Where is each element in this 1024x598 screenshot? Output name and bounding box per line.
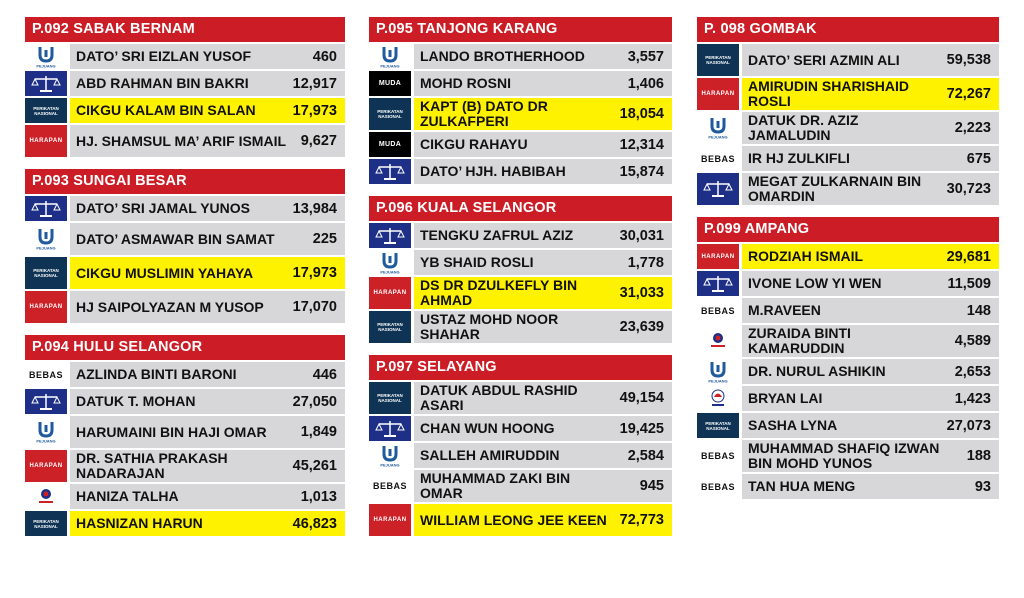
vote-count: 12,917: [292, 75, 337, 92]
seat-block-p096: [369, 196, 672, 343]
vote-count: 27,073: [946, 417, 991, 434]
candidate-name: DS DR DZULKEFLY BIN AHMAD: [420, 277, 578, 308]
candidate-cell: [742, 112, 999, 144]
pejuang-icon: [369, 443, 411, 468]
pejuang-icon: [25, 44, 67, 69]
pn-logo-text: PERIKATAN NASIONAL: [377, 322, 403, 332]
candidate-name: DATO’ SRI JAMAL YUNOS: [76, 200, 250, 216]
candidate-name: IVONE LOW YI WEN: [748, 275, 882, 291]
candidate-name: CIKGU KALAM BIN SALAN: [76, 102, 256, 118]
perikatan-nasional-logo: [369, 311, 411, 343]
bebas-logo-text: BEBAS: [700, 305, 735, 316]
column-2: [369, 17, 672, 548]
candidate-row: [25, 360, 345, 387]
winner-cell: [70, 257, 345, 289]
vote-count: 1,406: [627, 75, 664, 92]
candidate-name: MUHAMMAD ZAKI BIN OMAR: [420, 470, 571, 501]
candidate-name: USTAZ MOHD NOOR SHAHAR: [420, 311, 559, 342]
candidate-name: MEGAT ZULKARNAIN BIN OMARDIN: [748, 173, 922, 204]
candidate-cell: [70, 450, 345, 482]
candidate-row: [369, 380, 672, 414]
candidate-name: HANIZA TALHA: [76, 488, 179, 504]
candidate-cell: [742, 173, 999, 205]
candidate-row: [369, 248, 672, 275]
candidate-row: [697, 171, 999, 205]
candidate-cell: [742, 271, 999, 296]
candidate-row: [697, 76, 999, 110]
candidate-cell: [414, 416, 672, 441]
vote-count: 23,639: [619, 319, 664, 335]
bebas-label: [697, 146, 739, 171]
candidate-name: KAPT (B) DATO DR ZULKAFPERI: [420, 98, 548, 129]
candidate-name: HJ SAIPOLYAZAN M YUSOP: [76, 298, 264, 315]
candidate-cell: [70, 389, 345, 414]
perikatan-nasional-logo: [697, 44, 739, 76]
pejuang-icon: [369, 250, 411, 275]
candidate-name: TENGKU ZAFRUL AZIZ: [420, 227, 574, 243]
candidate-name: HJ. SHAMSUL MA’ ARIF ISMAIL: [76, 132, 287, 149]
bn-scales-icon: [697, 173, 739, 205]
vote-count: 72,267: [946, 86, 991, 102]
bebas-logo-text: BEBAS: [700, 481, 735, 492]
candidate-row: [25, 414, 345, 448]
perikatan-nasional-logo: [25, 98, 67, 123]
vote-count: 30,723: [946, 181, 991, 197]
candidate-cell: [414, 132, 672, 157]
candidate-row: [369, 468, 672, 502]
bn-scales-icon: [369, 416, 411, 441]
candidate-name: DR. SATHIA PRAKASH NADARAJAN: [76, 450, 228, 481]
vote-count: 1,778: [627, 254, 664, 271]
candidate-row: [25, 482, 345, 509]
candidate-cell: [742, 474, 999, 499]
candidate-cell: [70, 484, 345, 509]
perikatan-nasional-logo: [25, 511, 67, 536]
harapan-logo-text: HARAPAN: [29, 138, 63, 144]
candidate-cell: [414, 470, 672, 502]
muda-logo-text: MUDA: [378, 141, 402, 148]
harapan-logo: [697, 78, 739, 110]
candidate-row: [369, 69, 672, 96]
party-emblem-icon: [697, 386, 739, 411]
vote-count: 30,031: [619, 227, 664, 244]
harapan-logo: [369, 504, 411, 536]
candidate-cell: [742, 325, 999, 357]
perikatan-nasional-logo: [25, 257, 67, 289]
candidate-row: [697, 242, 999, 269]
candidate-name: SASHA LYNA: [748, 417, 838, 433]
pn-logo-text: PERIKATAN NASIONAL: [33, 518, 59, 529]
winner-cell: [742, 78, 999, 110]
candidate-name: IR HJ ZULKIFLI: [748, 150, 850, 166]
candidate-name: TAN HUA MENG: [748, 478, 856, 494]
seat-block-p098: [697, 17, 999, 205]
bebas-logo-text: BEBAS: [372, 481, 407, 491]
candidate-row: [369, 42, 672, 69]
candidate-row: [25, 42, 345, 69]
candidate-row: [369, 502, 672, 536]
candidate-cell: [414, 443, 672, 468]
candidate-row: [369, 96, 672, 130]
candidate-name: ABD RAHMAN BIN BAKRI: [76, 75, 249, 91]
candidate-name: BRYAN LAI: [748, 390, 823, 406]
bn-scales-icon: [697, 271, 739, 296]
perikatan-nasional-logo: [369, 382, 411, 414]
winner-cell: [414, 504, 672, 536]
harapan-logo: [25, 291, 67, 323]
candidate-cell: [414, 159, 672, 184]
candidate-name: SALLEH AMIRUDDIN: [420, 447, 560, 463]
vote-count: 1,423: [954, 390, 991, 407]
vote-count: 31,033: [619, 285, 664, 301]
candidate-cell: [70, 196, 345, 221]
seat-header: P.093 SUNGAI BESAR: [25, 169, 345, 194]
winner-cell: [742, 244, 999, 269]
vote-count: 17,070: [292, 299, 337, 315]
pn-logo-text: PERIKATAN NASIONAL: [377, 109, 403, 119]
candidate-name: AZLINDA BINTI BARONI: [76, 366, 237, 382]
candidate-name: HASNIZAN HARUN: [76, 515, 203, 531]
svg-text:PEJUANG: PEJUANG: [36, 438, 56, 444]
vote-count: 12,314: [619, 136, 664, 153]
candidate-row: [697, 144, 999, 171]
vote-count: 17,973: [292, 102, 337, 119]
candidate-row: [369, 130, 672, 157]
bebas-logo-text: BEBAS: [700, 451, 735, 461]
candidate-name: LANDO BROTHERHOOD: [420, 48, 585, 64]
vote-count: 17,973: [292, 265, 337, 281]
candidate-name: AMIRUDIN SHARISHAID ROSLI: [748, 78, 909, 109]
pejuang-icon: [25, 223, 67, 255]
seat-block-p094: [25, 335, 345, 536]
candidate-cell: [70, 416, 345, 448]
bn-scales-icon: [369, 223, 411, 248]
candidate-row: [369, 414, 672, 441]
perikatan-nasional-logo: [697, 413, 739, 438]
seat-header: P.094 HULU SELANGOR: [25, 335, 345, 360]
harapan-logo-text: HARAPAN: [373, 290, 407, 296]
bebas-logo-text: BEBAS: [700, 153, 735, 164]
candidate-row: [25, 221, 345, 255]
muda-logo: [369, 132, 411, 157]
candidate-name: DATO’ HJH. HABIBAH: [420, 163, 566, 179]
vote-count: 446: [312, 366, 337, 383]
candidate-cell: [70, 362, 345, 387]
vote-count: 188: [966, 448, 991, 464]
candidate-row: [697, 472, 999, 499]
pn-logo-text: PERIKATAN NASIONAL: [33, 105, 59, 116]
candidate-name: DR. NURUL ASHIKIN: [748, 363, 886, 379]
harapan-logo: [697, 244, 739, 269]
candidate-cell: [742, 44, 999, 76]
column-3: [697, 17, 999, 511]
bebas-label: [697, 440, 739, 472]
candidate-cell: [414, 71, 672, 96]
winner-cell: [70, 511, 345, 536]
bn-scales-icon: [25, 196, 67, 221]
vote-count: 2,584: [627, 447, 664, 464]
candidate-row: [25, 448, 345, 482]
vote-count: 1,013: [300, 488, 337, 505]
vote-count: 49,154: [619, 390, 664, 406]
svg-text:PEJUANG: PEJUANG: [380, 63, 400, 68]
bebas-label: [369, 470, 411, 502]
candidate-row: [697, 411, 999, 438]
candidate-cell: [414, 250, 672, 275]
harapan-logo-text: HARAPAN: [29, 304, 63, 310]
candidate-name: CHAN WUN HOONG: [420, 420, 555, 436]
vote-count: 46,823: [292, 515, 337, 532]
candidate-row: [25, 509, 345, 536]
candidate-name: DATUK ABDUL RASHID ASARI: [420, 382, 578, 413]
vote-count: 225: [312, 231, 337, 247]
vote-count: 2,653: [954, 363, 991, 380]
vote-count: 9,627: [300, 133, 337, 149]
vote-count: 2,223: [954, 120, 991, 136]
candidate-row: [697, 269, 999, 296]
candidate-cell: [70, 223, 345, 255]
seat-block-p093: [25, 169, 345, 323]
candidate-row: [697, 42, 999, 76]
seat-header: P.097 SELAYANG: [369, 355, 672, 380]
vote-count: 13,984: [292, 200, 337, 217]
candidate-row: [697, 296, 999, 323]
vote-count: 19,425: [619, 420, 664, 437]
candidate-row: [25, 289, 345, 323]
vote-count: 11,509: [947, 275, 991, 292]
pejuang-icon: [369, 44, 411, 69]
vote-count: 93: [974, 478, 991, 495]
svg-text:PEJUANG: PEJUANG: [708, 378, 728, 383]
pejuang-icon: [697, 112, 739, 144]
candidate-row: [697, 384, 999, 411]
candidate-row: [697, 438, 999, 472]
winner-cell: [414, 277, 672, 309]
svg-text:PEJUANG: PEJUANG: [380, 462, 400, 467]
bn-scales-icon: [25, 389, 67, 414]
pejuang-icon: [697, 359, 739, 384]
seat-block-p092: [25, 17, 345, 157]
vote-count: 3,557: [627, 48, 664, 65]
candidate-name: DATO’ SRI EIZLAN YUSOF: [76, 48, 252, 64]
candidate-name: MUHAMMAD SHAFIQ IZWAN BIN MOHD YUNOS: [748, 440, 940, 471]
vote-count: 18,054: [619, 106, 664, 122]
svg-text:PEJUANG: PEJUANG: [36, 63, 56, 68]
candidate-name: MOHD ROSNI: [420, 75, 511, 91]
seat-header: P.099 AMPANG: [697, 217, 999, 242]
candidate-name: DATO’ ASMAWAR BIN SAMAT: [76, 230, 275, 247]
candidate-cell: [414, 223, 672, 248]
bn-scales-icon: [25, 71, 67, 96]
harapan-logo-text: HARAPAN: [373, 517, 407, 523]
candidate-row: [697, 323, 999, 357]
candidate-cell: [70, 71, 345, 96]
bn-scales-icon: [369, 159, 411, 184]
candidate-cell: [414, 311, 672, 343]
seat-block-p099: [697, 217, 999, 499]
candidate-cell: [742, 386, 999, 411]
muda-logo-text: MUDA: [378, 80, 402, 87]
seat-header: P.092 SABAK BERNAM: [25, 17, 345, 42]
party-emblem-icon: [25, 484, 67, 509]
vote-count: 675: [966, 150, 991, 167]
candidate-row: [369, 221, 672, 248]
candidate-cell: [70, 125, 345, 157]
candidate-cell: [414, 44, 672, 69]
harapan-logo-text: HARAPAN: [29, 463, 63, 469]
candidate-row: [697, 110, 999, 144]
svg-text:PEJUANG: PEJUANG: [708, 134, 728, 140]
seat-header: P.095 TANJONG KARANG: [369, 17, 672, 42]
vote-count: 148: [966, 302, 991, 319]
vote-count: 27,050: [292, 393, 337, 410]
candidate-row: [25, 255, 345, 289]
candidate-name: M.RAVEEN: [748, 302, 821, 318]
vote-count: 945: [639, 478, 664, 494]
candidate-name: WILLIAM LEONG JEE KEEN: [420, 511, 607, 528]
pn-logo-text: PERIKATAN NASIONAL: [377, 393, 403, 403]
vote-count: 15,874: [619, 163, 664, 180]
harapan-logo: [25, 125, 67, 157]
winner-cell: [70, 98, 345, 123]
harapan-logo: [25, 450, 67, 482]
candidate-row: [25, 194, 345, 221]
candidate-name: CIKGU MUSLIMIN YAHAYA: [76, 264, 254, 281]
candidate-cell: [742, 440, 999, 472]
winner-cell: [414, 98, 672, 130]
candidate-row: [369, 309, 672, 343]
candidate-name: DATO’ SERI AZMIN ALI: [748, 51, 900, 68]
candidate-name: DATUK DR. AZIZ JAMALUDIN: [748, 112, 859, 143]
vote-count: 29,681: [946, 248, 991, 265]
seat-block-p095: [369, 17, 672, 184]
candidate-name: CIKGU RAHAYU: [420, 136, 528, 152]
candidate-name: HARUMAINI BIN HAJI OMAR: [76, 423, 267, 440]
vote-count: 45,261: [292, 458, 337, 474]
seat-block-p097: [369, 355, 672, 536]
harapan-logo-text: HARAPAN: [701, 91, 735, 97]
bebas-label: [697, 298, 739, 323]
candidate-row: [25, 123, 345, 157]
candidate-cell: [70, 291, 345, 323]
perikatan-nasional-logo: [369, 98, 411, 130]
candidate-row: [25, 96, 345, 123]
candidate-name: DATUK T. MOHAN: [76, 393, 196, 409]
bebas-logo-text: BEBAS: [28, 369, 63, 380]
candidate-row: [25, 69, 345, 96]
bebas-label: [697, 474, 739, 499]
muda-logo: [369, 71, 411, 96]
vote-count: 72,773: [619, 512, 664, 528]
candidate-row: [369, 157, 672, 184]
candidate-cell: [70, 44, 345, 69]
seat-header: P. 098 GOMBAK: [697, 17, 999, 42]
candidate-name: YB SHAID ROSLI: [420, 254, 534, 270]
candidate-row: [25, 387, 345, 414]
pejuang-icon: [25, 416, 67, 448]
pn-logo-text: PERIKATAN NASIONAL: [705, 420, 731, 431]
vote-count: 4,589: [954, 333, 991, 349]
candidate-row: [369, 275, 672, 309]
candidate-cell: [414, 382, 672, 414]
pn-logo-text: PERIKATAN NASIONAL: [705, 55, 731, 65]
harapan-logo: [369, 277, 411, 309]
svg-text:PEJUANG: PEJUANG: [36, 245, 56, 251]
candidate-cell: [742, 413, 999, 438]
column-1: [25, 17, 345, 548]
vote-count: 59,538: [946, 52, 991, 68]
harapan-logo-text: HARAPAN: [701, 253, 735, 260]
seat-header: P.096 KUALA SELANGOR: [369, 196, 672, 221]
candidate-name: ZURAIDA BINTI KAMARUDDIN: [748, 325, 851, 356]
bebas-label: [25, 362, 67, 387]
candidate-cell: [742, 146, 999, 171]
svg-text:PEJUANG: PEJUANG: [380, 269, 400, 274]
candidate-row: [697, 357, 999, 384]
candidate-name: RODZIAH ISMAIL: [748, 248, 864, 264]
vote-count: 460: [312, 48, 337, 65]
vote-count: 1,849: [300, 424, 337, 440]
candidate-cell: [742, 298, 999, 323]
candidate-cell: [742, 359, 999, 384]
party-emblem-icon: [697, 325, 739, 357]
candidate-row: [369, 441, 672, 468]
pn-logo-text: PERIKATAN NASIONAL: [33, 268, 59, 278]
